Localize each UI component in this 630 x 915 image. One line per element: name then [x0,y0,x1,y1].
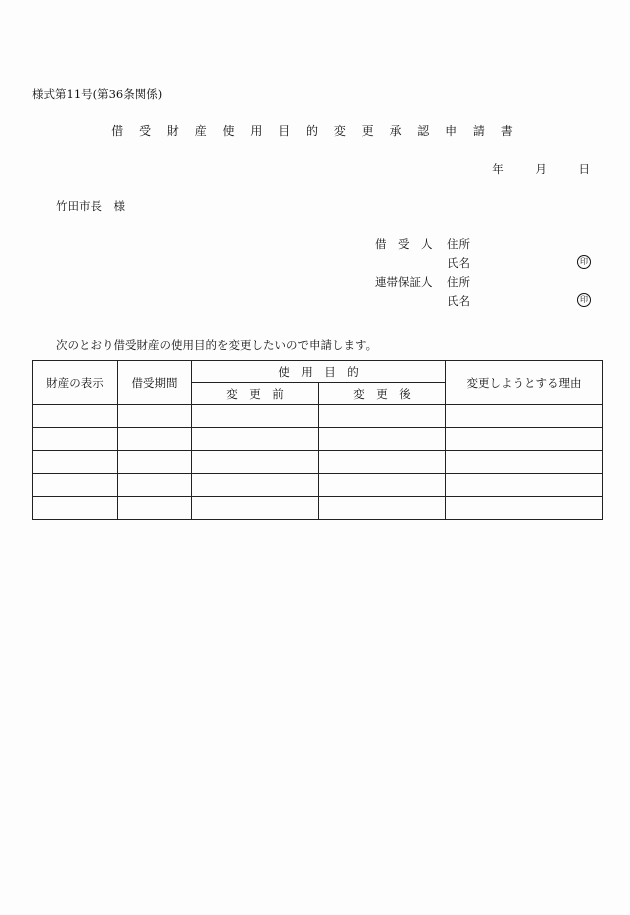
header-reason: 変更しようとする理由 [446,361,603,405]
table-row [33,405,603,428]
borrower-label: 借 受 人 [375,237,433,251]
header-period: 借受期間 [118,361,192,405]
header-before: 変 更 前 [192,383,319,405]
table-body [33,405,603,520]
table-cell[interactable] [33,405,118,428]
guarantor-name-label: 氏名 [447,294,470,308]
header-property: 財産の表示 [33,361,118,405]
header-after: 変 更 後 [319,383,446,405]
addressee: 竹田市長 様 [56,199,125,213]
borrower-name-label: 氏名 [447,256,470,270]
table-cell[interactable] [192,497,319,520]
table-cell[interactable] [33,428,118,451]
borrower-seal-mark: 印 [577,255,591,269]
date-month-label: 月 [535,162,547,176]
table-cell[interactable] [33,451,118,474]
document-title: 借 受 財 産 使 用 目 的 変 更 承 認 申 請 書 [111,124,519,138]
table-cell[interactable] [33,474,118,497]
date-year-label: 年 [492,162,504,176]
table-row [33,497,603,520]
table-cell[interactable] [118,497,192,520]
table-row [33,474,603,497]
table-cell[interactable] [319,474,446,497]
table-cell[interactable] [319,428,446,451]
date-day-label: 日 [578,162,590,176]
table-cell[interactable] [118,405,192,428]
table-cell[interactable] [118,428,192,451]
form-number: 様式第11号(第36条関係) [32,87,163,101]
guarantor-label: 連帯保証人 [375,275,433,289]
guarantor-seal-mark: 印 [577,293,591,307]
table-row [33,428,603,451]
table-cell[interactable] [33,497,118,520]
table-cell[interactable] [446,405,603,428]
table-cell[interactable] [319,405,446,428]
table-cell[interactable] [319,497,446,520]
table-cell[interactable] [192,474,319,497]
date-line [492,161,590,177]
table-cell[interactable] [192,451,319,474]
table-cell[interactable] [192,405,319,428]
table-cell[interactable] [118,451,192,474]
guarantor-address-label: 住所 [447,275,470,289]
table-cell[interactable] [319,451,446,474]
application-table [32,360,603,520]
borrower-address-label: 住所 [447,237,470,251]
table-row [33,451,603,474]
table-cell[interactable] [118,474,192,497]
table-cell[interactable] [446,428,603,451]
header-purpose: 使 用 目 的 [192,361,446,383]
table-cell[interactable] [446,474,603,497]
table-cell[interactable] [446,451,603,474]
body-text: 次のとおり借受財産の使用目的を変更したいので申請します。 [56,338,378,352]
table-cell[interactable] [446,497,603,520]
table-cell[interactable] [192,428,319,451]
